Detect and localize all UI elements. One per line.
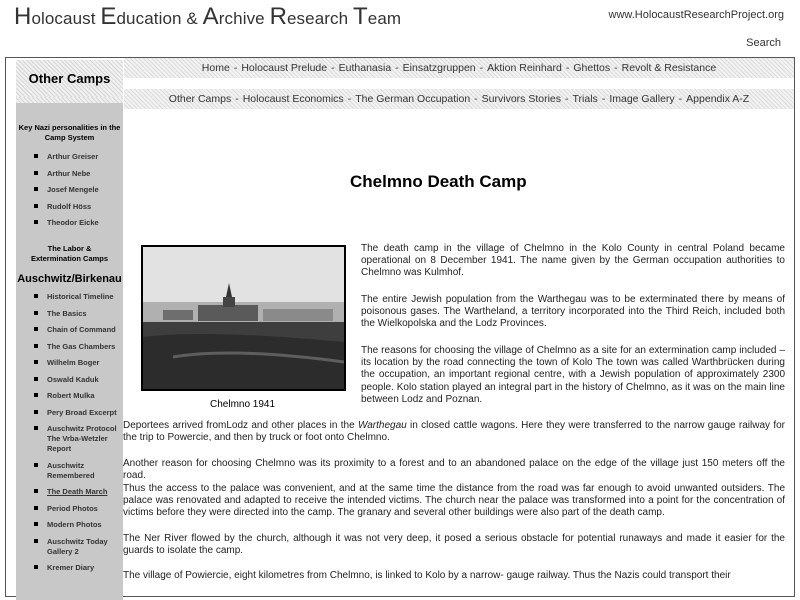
title-word: eam	[367, 9, 402, 28]
sidebar-item-label: Modern Photos	[47, 520, 102, 529]
paragraph: Thus the access to the palace was convenient, and at the same time the distance from the road was far enough to avoid unwanted outsiders. The palace was renovated and adapted to receive the intended victims. The church near the palace was transformed into a point for the concentration of victims before they were directed into the camp. The granary and several other buildings were also part of the death camp.	[123, 483, 785, 519]
bullet	[34, 393, 38, 397]
title-word: esearch	[287, 9, 354, 28]
sidebar-item-label: Auschwitz Remembered	[47, 460, 95, 480]
bullet	[34, 489, 38, 493]
sidebar-item-label: Kremer Diary	[47, 563, 95, 572]
bullet	[34, 565, 38, 569]
title-initial: H	[14, 3, 32, 30]
sidebar-divider	[16, 97, 123, 103]
bullet	[34, 539, 38, 543]
site-title[interactable]	[14, 3, 401, 31]
paragraph-text: in closed cattle wagons. Here they were transferred to the narrow gauge railway for the trip to Powercie, and then by truck or foot onto Chelmno.	[123, 420, 785, 444]
sidebar-item-eicke[interactable]	[16, 218, 123, 228]
nav-german-occupation[interactable]: The German Occupation	[355, 93, 471, 105]
paragraph: The reasons for choosing the village of Chelmno as a site for an extermination camp included – its location by the road connecting the town of Kolo The town was called Warthbrücken during the occupation, an important regional centre, with a Jewish population of approximately 2300 people. Kolo station played an integral part in the history of Chelmno, as it was on the main line between Lodz and Poznan.	[361, 345, 785, 405]
sidebar-heading[interactable]: Other Camps	[16, 60, 123, 97]
sidebar-item-label: Historical Timeline	[47, 292, 114, 301]
nav-separator: -	[678, 93, 683, 105]
bullet	[34, 154, 38, 158]
nav-aktion-reinhard[interactable]: Aktion Reinhard	[487, 62, 562, 74]
nazi-list	[16, 152, 123, 228]
nav-einsatzgruppen[interactable]: Einsatzgruppen	[402, 62, 476, 74]
sidebar-item-label: Rudolf Höss	[47, 201, 92, 211]
sidebar-item-hoss[interactable]	[16, 202, 123, 212]
sidebar-item-label: Theodor Eicke	[47, 218, 99, 227]
photo-scene	[143, 247, 344, 389]
sidebar-item-period-photos[interactable]	[16, 504, 123, 514]
chelmno-photo	[141, 245, 346, 391]
nav-separator: -	[479, 62, 484, 74]
sidebar-item-protocol[interactable]	[16, 424, 123, 454]
nav-ghettos[interactable]: Ghettos	[573, 62, 611, 74]
nav-separator: -	[331, 62, 335, 74]
sidebar-section-nazi[interactable]: Key Nazi personalities in the Camp System	[18, 123, 121, 142]
page-title: Chelmno Death Camp	[350, 172, 527, 191]
sidebar-item-nebe[interactable]	[16, 169, 123, 179]
bullet	[34, 327, 38, 331]
sidebar-item-label: Auschwitz Today Gallery 2	[47, 536, 108, 556]
sidebar-item-label: Chain of Command	[47, 325, 116, 334]
nav-separator: -	[347, 93, 352, 105]
nav-separator: -	[395, 62, 399, 74]
nav-trials[interactable]: Trials	[572, 93, 598, 105]
sidebar-item-label: The Gas Chambers	[47, 341, 116, 351]
sidebar-item-label: Oswald Kaduk	[47, 374, 99, 384]
paragraph: Another reason for choosing Chelmno was its proximity to a forest and to an abandoned palace on the edge of the village just 150 meters off the road.	[123, 458, 785, 482]
nav-separator: -	[233, 62, 238, 74]
nav-appendix[interactable]: Appendix A-Z	[686, 93, 750, 105]
sidebar	[16, 60, 123, 600]
photo-caption: Chelmno 1941	[210, 399, 276, 410]
sidebar-item-modern-photos[interactable]	[16, 520, 123, 530]
paragraph-emphasis: Warthegau	[357, 420, 407, 431]
nav-separator: -	[565, 93, 569, 105]
nav-home[interactable]: Home	[201, 62, 230, 74]
paragraph: The entire Jewish population from the Warthegau was to be exterminated there by means of poisonous gases. The Wartheland, a territory incorporated into the Third Reich, included both the Wielkopolska and the Lodz Provinces.	[361, 294, 785, 330]
sidebar-item-today-gallery[interactable]	[16, 537, 123, 557]
sidebar-item-greiser[interactable]	[16, 152, 123, 162]
sidebar-item-kaduk[interactable]	[16, 375, 123, 385]
sidebar-item-label: Period Photos	[47, 503, 98, 513]
title-word: ducation &	[116, 9, 203, 28]
nav-other-camps[interactable]: Other Camps	[168, 93, 232, 105]
bullet	[34, 377, 38, 381]
title-word: rchive	[218, 9, 270, 28]
sidebar-item-label: Pery Broad Excerpt	[47, 407, 117, 417]
search-link[interactable]: Search	[746, 37, 781, 49]
bullet	[34, 220, 38, 224]
sidebar-item-gas-chambers[interactable]	[16, 342, 123, 352]
nav-separator: -	[601, 93, 606, 105]
paragraph	[123, 420, 785, 444]
sidebar-item-label: Wilhelm Boger	[47, 358, 100, 367]
title-initial: A	[202, 3, 219, 30]
nav-euthanasia[interactable]: Euthanasia	[338, 62, 392, 74]
bullet	[34, 171, 38, 175]
nav-holocaust-economics[interactable]: Holocaust Economics	[242, 93, 344, 105]
bullet	[34, 506, 38, 510]
nav-separator: -	[614, 62, 618, 74]
sidebar-section-auschwitz[interactable]: Auschwitz/Birkenau	[17, 273, 122, 285]
sidebar-item-label: The Basics	[47, 308, 87, 318]
bullet	[34, 522, 38, 526]
title-initial: T	[353, 3, 368, 30]
bullet	[34, 463, 38, 467]
nav-holocaust-prelude[interactable]: Holocaust Prelude	[241, 62, 328, 74]
nav-revolt-resistance[interactable]: Revolt & Resistance	[621, 62, 717, 74]
bullet	[34, 204, 38, 208]
nav-separator: -	[235, 93, 239, 105]
nav-separator: -	[474, 93, 478, 105]
bullet	[34, 187, 38, 191]
sidebar-item-label: Arthur Greiser	[47, 152, 99, 161]
sidebar-item-mulka[interactable]	[16, 391, 123, 401]
bullet	[34, 344, 38, 348]
nav-survivors-stories[interactable]: Survivors Stories	[481, 93, 562, 105]
sidebar-item-kremer[interactable]	[16, 563, 123, 573]
bullet	[34, 360, 38, 364]
sidebar-item-label: Auschwitz Protocol The Vrba-Wetzler Report	[47, 424, 117, 453]
bullet	[34, 410, 38, 414]
paragraph: The death camp in the village of Chelmno in the Kolo County in central Poland became operational on 8 December 1941. The name given by the German occupation authorities to Chelmno was Kulmhof.	[361, 243, 785, 279]
sidebar-section-labor[interactable]: The Labor & Extermination Camps	[30, 244, 109, 263]
sidebar-item-label: Arthur Nebe	[47, 168, 91, 178]
sidebar-item-basics[interactable]	[16, 309, 123, 319]
nav-image-gallery[interactable]: Image Gallery	[609, 93, 675, 105]
auschwitz-list	[16, 292, 123, 573]
sidebar-item-label: The Death March	[47, 487, 108, 496]
bullet	[34, 294, 38, 298]
title-initial: E	[100, 3, 117, 30]
sidebar-item-chain[interactable]	[16, 325, 123, 335]
site-url-link[interactable]: www.HolocaustResearchProject.org	[608, 9, 784, 21]
sidebar-item-mengele[interactable]	[16, 185, 123, 195]
sidebar-item-timeline[interactable]	[16, 292, 123, 302]
sidebar-item-label: Robert Mulka	[47, 391, 95, 400]
main-nav	[124, 58, 794, 78]
bullet	[34, 311, 38, 315]
title-word: olocaust	[31, 9, 101, 28]
bullet	[34, 426, 38, 430]
secondary-nav	[124, 89, 794, 109]
sidebar-item-label: Josef Mengele	[47, 185, 99, 194]
sidebar-item-broad[interactable]	[16, 408, 123, 418]
paragraph-text: Deportees arrived fromLodz and other places in the	[123, 420, 358, 431]
paragraph: The Ner River flowed by the church, although it was not very deep, it posed a serious obstacle for potential runaways and made it easier for the guards to isolate the camp.	[123, 533, 785, 557]
sidebar-item-boger[interactable]	[16, 358, 123, 368]
nav-separator: -	[565, 62, 570, 74]
title-initial: R	[269, 3, 287, 30]
paragraph: The village of Powiercie, eight kilometres from Chelmno, is linked to Kolo by a narrow- gauge railway. Thus the Nazis could transport their	[123, 570, 731, 581]
sidebar-item-remembered[interactable]	[16, 461, 123, 481]
sidebar-item-death-march[interactable]	[16, 487, 123, 497]
